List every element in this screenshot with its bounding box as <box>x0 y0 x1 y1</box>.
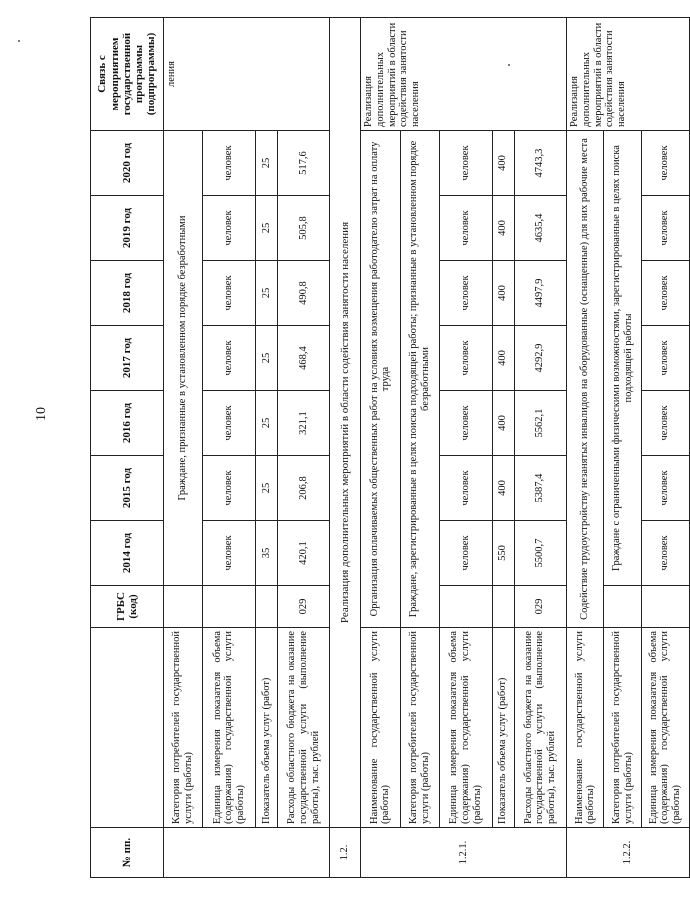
row-label: Единица измерения показателя объема (содержания) государственной услуги (работы) <box>203 628 256 828</box>
item-num: 1.2.1. <box>361 828 567 878</box>
cell-empty <box>203 586 256 628</box>
table-row <box>163 18 202 878</box>
unit-cell: человек <box>440 326 493 391</box>
row-label: Единица измерения показателя объема (содержания) государственной услуги (работы) <box>440 628 493 828</box>
page-number: 10 <box>34 407 49 421</box>
expense-cell: 5562,1 <box>514 391 567 456</box>
table-row <box>492 18 514 878</box>
row-label: Наименование государственной услуги (работы) <box>567 628 604 828</box>
unit-cell: человек <box>641 391 689 456</box>
header-link: Связь с мероприятием государственной программы (подпрограммы) <box>91 18 164 131</box>
expense-cell: 5500,7 <box>514 521 567 586</box>
cell-num-empty <box>163 828 330 878</box>
unit-cell: человек <box>440 261 493 326</box>
header-row <box>91 18 164 878</box>
table-row <box>641 18 689 878</box>
row-label: Расходы областного бюджета на оказание государственной услуги (выполнение работы), тыс. рублей <box>277 628 330 828</box>
volume-cell: 25 <box>255 196 277 261</box>
expense-cell: 517,6 <box>277 131 330 196</box>
consumer-value: Граждане с ограниченными физическими возможностями, зарегистрированные в целях поиска подходящей работы <box>604 131 641 586</box>
expense-cell: 321,1 <box>277 391 330 456</box>
unit-cell: человек <box>203 131 256 196</box>
unit-cell: человек <box>440 521 493 586</box>
unit-cell: человек <box>641 261 689 326</box>
header-year-2018: 2018 год <box>91 261 164 326</box>
section-num: 1.2. <box>330 828 361 878</box>
unit-cell: человек <box>641 326 689 391</box>
services-table <box>90 17 690 878</box>
expense-cell: 4743,3 <box>514 131 567 196</box>
expense-cell: 420,1 <box>277 521 330 586</box>
unit-cell: человек <box>203 521 256 586</box>
header-grbs: ГРБС (код) <box>91 586 164 628</box>
volume-cell: 25 <box>255 326 277 391</box>
unit-cell: человек <box>203 261 256 326</box>
expense-cell: 206,8 <box>277 456 330 521</box>
row-label: Показатель объема услуг (работ) <box>492 628 514 828</box>
service-name-value: Содействие трудоустройству незанятых инвалидов на оборудованные (оснащенные) для них рабочие места <box>567 131 604 628</box>
rotated-table-container <box>90 18 690 878</box>
header-year-2014: 2014 год <box>91 521 164 586</box>
table-row <box>514 18 567 878</box>
row-label: Наименование государственной услуги (работы) <box>361 628 400 828</box>
section-title: Реализация дополнительных мероприятий в области содействия занятости населения <box>330 18 361 828</box>
link-cell: Реализация дополнительных мероприятий в области содействия занятости населения <box>361 18 567 131</box>
row-label: Расходы областного бюджета на оказание государственной услуги (выполнение работы), тыс. рублей <box>514 628 567 828</box>
header-year-2016: 2016 год <box>91 391 164 456</box>
table-row <box>400 18 439 878</box>
table-row <box>604 18 641 878</box>
row-label: Категория потребителей государственной услуги (работы) <box>163 628 202 828</box>
grbs-cell: 029 <box>514 586 567 628</box>
unit-cell: человек <box>440 391 493 456</box>
table-row <box>255 18 277 878</box>
cell-empty <box>604 586 641 628</box>
volume-cell: 25 <box>255 456 277 521</box>
section-row <box>330 18 361 878</box>
volume-cell: 400 <box>492 261 514 326</box>
unit-cell: человек <box>440 131 493 196</box>
link-cell: Реализация дополнительных мероприятий в области содействия занятости населения <box>567 18 690 131</box>
volume-cell: 35 <box>255 521 277 586</box>
expense-cell: 468,4 <box>277 326 330 391</box>
row-label: Показатель объема услуг (работ) <box>255 628 277 828</box>
row-label: Единица измерения показателя объема (содержания) государственной услуги (работы) <box>641 628 689 828</box>
table-row <box>567 18 604 878</box>
unit-cell: человек <box>641 456 689 521</box>
volume-cell: 25 <box>255 131 277 196</box>
header-year-2017: 2017 год <box>91 326 164 391</box>
scan-speck <box>18 40 20 42</box>
volume-cell: 400 <box>492 196 514 261</box>
volume-cell: 400 <box>492 456 514 521</box>
expense-cell: 490,8 <box>277 261 330 326</box>
cell-empty <box>255 586 277 628</box>
table-row <box>440 18 493 878</box>
header-label <box>91 628 164 828</box>
service-name-value: Организация оплачиваемых общественных работ на условиях возмещения работодателю затрат на оплату труда <box>361 131 400 628</box>
cell-empty <box>163 586 202 628</box>
unit-cell: человек <box>641 196 689 261</box>
cell-empty <box>641 586 689 628</box>
volume-cell: 400 <box>492 326 514 391</box>
unit-cell: человек <box>203 391 256 456</box>
expense-cell: 505,8 <box>277 196 330 261</box>
cell-empty <box>440 586 493 628</box>
unit-cell: человек <box>641 521 689 586</box>
volume-cell: 550 <box>492 521 514 586</box>
cell-empty <box>492 586 514 628</box>
volume-cell: 25 <box>255 391 277 456</box>
unit-cell: человек <box>203 326 256 391</box>
unit-cell: человек <box>641 131 689 196</box>
unit-cell: человек <box>203 196 256 261</box>
header-year-2020: 2020 год <box>91 131 164 196</box>
unit-cell: человек <box>440 456 493 521</box>
consumer-value: Граждане, зарегистрированные в целях поиска подходящей работы; признанные в установленном порядке безработными <box>400 131 439 628</box>
row-label: Категория потребителей государственной услуги (работы) <box>400 628 439 828</box>
header-num: № пп. <box>91 828 164 878</box>
item-num: 1.2.2. <box>567 828 690 878</box>
table-row <box>277 18 330 878</box>
link-cell: ления <box>163 18 330 131</box>
volume-cell: 400 <box>492 131 514 196</box>
expense-cell: 4497,9 <box>514 261 567 326</box>
unit-cell: человек <box>440 196 493 261</box>
scan-speck <box>508 64 510 66</box>
grbs-cell: 029 <box>277 586 330 628</box>
volume-cell: 400 <box>492 391 514 456</box>
volume-cell: 25 <box>255 261 277 326</box>
table-row <box>361 18 400 878</box>
expense-cell: 4635,4 <box>514 196 567 261</box>
expense-cell: 5387,4 <box>514 456 567 521</box>
header-year-2019: 2019 год <box>91 196 164 261</box>
table-row <box>203 18 256 878</box>
unit-cell: человек <box>203 456 256 521</box>
consumer-value: Граждане, признанные в установленном порядке безработными <box>163 131 202 586</box>
expense-cell: 4292,9 <box>514 326 567 391</box>
row-label: Категория потребителей государственной услуги (работы) <box>604 628 641 828</box>
header-year-2015: 2015 год <box>91 456 164 521</box>
